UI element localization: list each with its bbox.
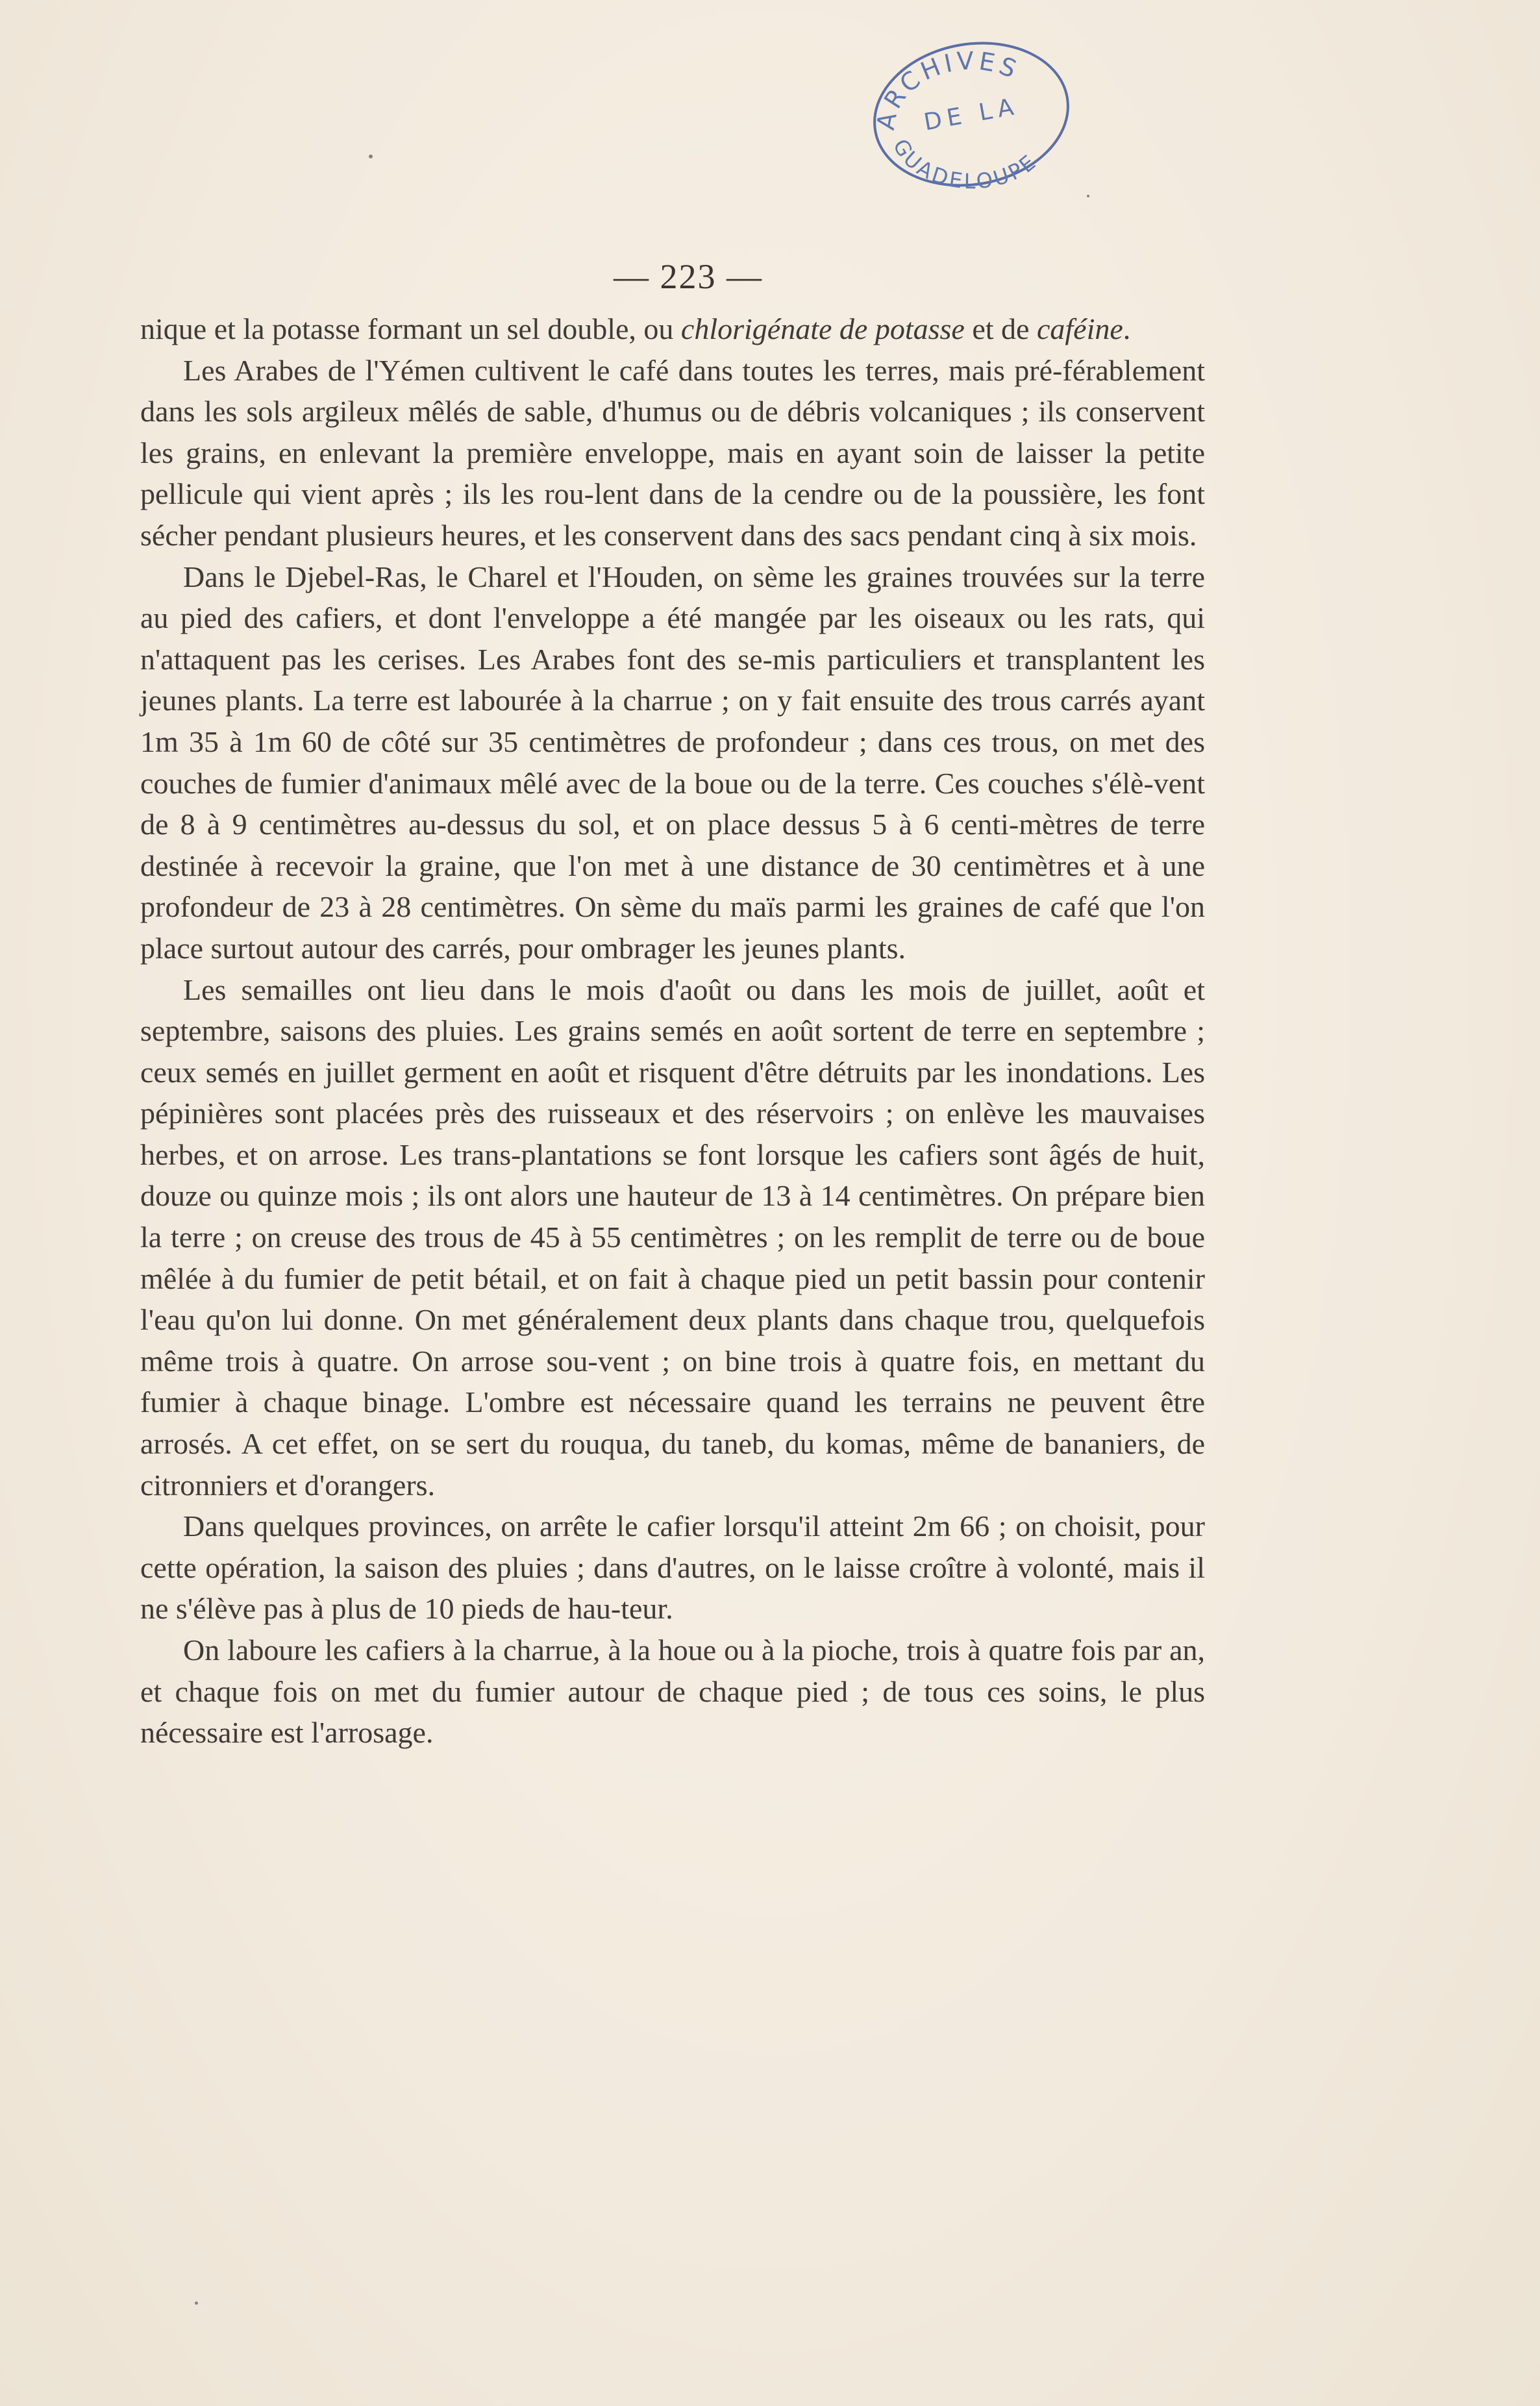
paper-speck [195, 2301, 198, 2305]
body-text [140, 308, 1205, 1754]
paragraph-1-post: . [1123, 312, 1131, 345]
paragraph-1 [140, 308, 1205, 350]
paragraph-2: Les Arabes de l'Yémen cultivent le café dans toutes les terres, mais pré-férablement dans les sols argileux mêlés de sable, d'humus ou de débris volcaniques ; ils conservent les grains, en enlevant la première enveloppe, mais en ayant soin de laisser la petite pellicule qui vient après ; ils les rou-lent dans de la cendre ou de la poussière, les font sécher pendant plusieurs heures, et les conservent dans des sacs pendant cinq à six mois. [140, 353, 1205, 552]
paragraph-1-italic-1: chlorigénate de potasse [680, 312, 965, 345]
page-number: — 223 — [614, 257, 763, 296]
stamp-line-3: GUADELOUPE [888, 134, 1043, 190]
paragraph-1-mid: et de [964, 312, 1037, 345]
stamp-line-1: ARCHIVES [871, 46, 1025, 132]
paragraph-4: Les semailles ont lieu dans le mois d'août ou dans les mois de juillet, août et septembre, saisons des pluies. Les grains semés en août sortent de terre en septembre ; ceux semés en juillet germent en août et risquent d'être détruits par les inondations. Les pépinières sont placées près des ruisseaux et des réservoirs ; on enlève les mauvaises herbes, et on arrose. Les trans-plantations se font lorsque les cafiers sont âgés de huit, douze ou quinze mois ; ils ont alors une hauteur de 13 à 14 centimètres. On prépare bien la terre ; on creuse des trous de 45 à 55 centimètres ; on les remplit de terre ou de boue mêlée à du fumier de petit bétail, et on fait à chaque pied un petit bassin pour contenir l'eau qu'on lui donne. On met généralement deux plants dans chaque trou, quelquefois même trois à quatre. On arrose sou-vent ; on bine trois à quatre fois, en mettant du fumier à chaque binage. L'ombre est nécessaire quand les terrains ne peuvent être arrosés. A cet effet, on se sert du rouqua, du taneb, du komas, même de bananiers, de citronniers et d'orangers. [140, 973, 1205, 1502]
paragraph-1-pre: nique et la potasse formant un sel double, ou [140, 312, 681, 345]
paragraph-3: Dans le Djebel-Ras, le Charel et l'Houden, on sème les graines trouvées sur la terre au pied des cafiers, et dont l'enveloppe a été mangée par les oiseaux ou les rats, qui n'attaquent pas les cerises. Les Arabes font des se-mis particuliers et transplantent les jeunes plants. La terre est labourée à la charrue ; on y fait ensuite des trous carrés ayant 1m 35 à 1m 60 de côté sur 35 centimètres de profondeur ; dans ces trous, on met des couches de fumier d'animaux mêlé avec de la boue ou de la terre. Ces couches s'élè-vent de 8 à 9 centimètres au-dessus du sol, et on place dessus 5 à 6 centi-mètres de terre destinée à recevoir la graine, que l'on met à une distance de 30 centimètres et à une profondeur de 23 à 28 centimètres. On sème du maïs parmi les graines de café que l'on place surtout autour des carrés, pour ombrager les jeunes plants. [140, 560, 1205, 965]
paragraph-5: Dans quelques provinces, on arrête le cafier lorsqu'il atteint 2m 66 ; on choisit, pour cette opération, la saison des pluies ; dans d'autres, on le laisse croître à volonté, mais il ne s'élève pas à plus de 10 pieds de hau-teur. [140, 1509, 1205, 1626]
paper-speck [369, 155, 373, 158]
paper-speck [1087, 195, 1089, 197]
paragraph-1-italic-2: caféine [1036, 312, 1123, 345]
stamp-line-2: DE LA [921, 93, 1021, 136]
archives-stamp [856, 34, 1079, 190]
svg-text:GUADELOUPE [888, 135, 1042, 190]
paragraph-6: On laboure les cafiers à la charrue, à la houe ou à la pioche, trois à quatre fois par an, et chaque fois on met du fumier autour de chaque pied ; de tous ces soins, le plus nécessaire est l'arrosage. [140, 1633, 1205, 1750]
